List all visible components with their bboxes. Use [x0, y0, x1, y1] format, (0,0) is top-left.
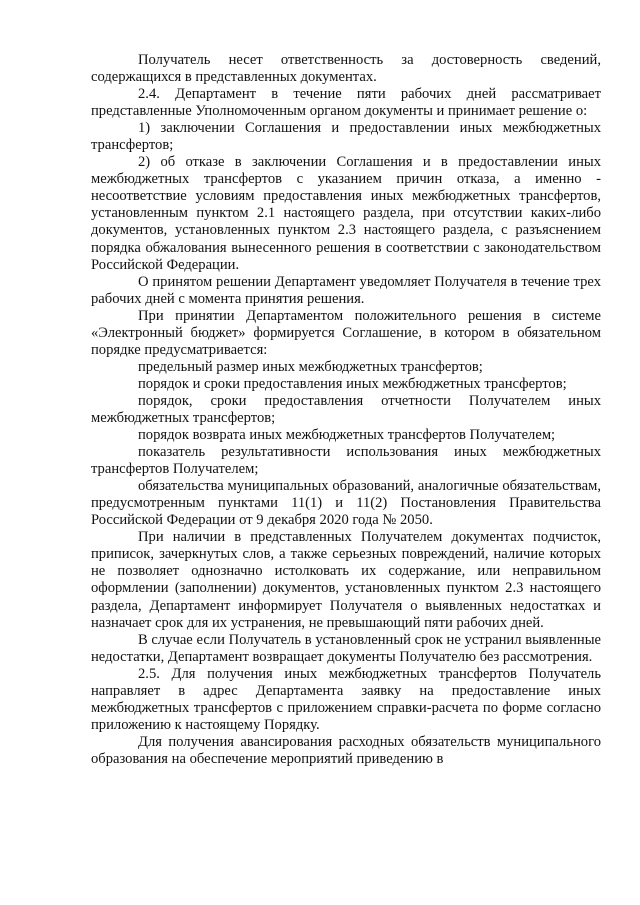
- paragraph-advance-payment: Для получения авансирования расходных обязательств муниципального образования на обеспечение мероприятий приведению в: [91, 733, 601, 767]
- paragraph-decision-refuse: 2) об отказе в заключении Соглашения и в предоставлении иных межбюджетных трансфертов с указанием причин отказа, а именно - несоответствие условиям предоставления иных межбюджетных трансфертов, установленным пунктом 2.1 настоящего раздела, при отсутствии каких-либо документов, установленных пунктом 2.3 настоящего раздела, с разъяснением порядка обжалования вынесенного решения в соответствии с законодательством Российской Федерации.: [91, 154, 601, 273]
- paragraph-2-5: 2.5. Для получения иных межбюджетных трансфертов Получатель направляет в адрес Департамента заявку на предоставление иных межбюджетных трансфертов с приложением справки-расчета по форме согласно приложению к настоящему Порядку.: [91, 665, 601, 733]
- paragraph-electronic-budget: При принятии Департаментом положительного решения в системе «Электронный бюджет» формируется Соглашение, в котором в обязательном порядке предусматривается:: [91, 307, 601, 358]
- paragraph-deficiencies: При наличии в представленных Получателем документах подчисток, приписок, зачеркнутых слов, а также серьезных повреждений, наличие которых не позволяет однозначно истолковать их содержание, или неправильном оформлении (заполнении) документов, установленных пунктом 2.3 настоящего раздела, Департамент информирует Получателя о выявленных недостатках и назначает срок для их устранения, не превышающий пяти рабочих дней.: [91, 529, 601, 631]
- paragraph-recipient-responsibility: Получатель несет ответственность за достоверность сведений, содержащихся в представленных документах.: [91, 52, 601, 86]
- paragraph-decision-conclude: 1) заключении Соглашения и предоставлении иных межбюджетных трансфертов;: [91, 120, 601, 154]
- paragraph-return-documents: В случае если Получатель в установленный срок не устранил выявленные недостатки, Департамент возвращает документы Получателю без рассмотрения.: [91, 631, 601, 665]
- document-body: [91, 52, 601, 768]
- paragraph-item-reporting: порядок, сроки предоставления отчетности Получателем иных межбюджетных трансфертов;: [91, 392, 601, 426]
- paragraph-item-performance-indicator: показатель результативности использования иных межбюджетных трансфертов Получателем;: [91, 444, 601, 478]
- paragraph-item-max-amount: предельный размер иных межбюджетных трансфертов;: [138, 358, 483, 375]
- paragraph-item-return: порядок возврата иных межбюджетных трансфертов Получателем;: [138, 427, 556, 444]
- paragraph-item-procedure-terms: порядок и сроки предоставления иных межбюджетных трансфертов;: [138, 375, 567, 392]
- paragraph-notification: О принятом решении Департамент уведомляет Получателя в течение трех рабочих дней с момента принятия решения.: [91, 273, 601, 307]
- paragraph-2-4: 2.4. Департамент в течение пяти рабочих дней рассматривает представленные Уполномоченным органом документы и принимает решение о:: [91, 86, 601, 120]
- paragraph-item-obligations: обязательства муниципальных образований, аналогичные обязательствам, предусмотренным пунктами 11(1) и 11(2) Постановления Правительства Российской Федерации от 9 декабря 2020 года № 2050.: [91, 478, 601, 529]
